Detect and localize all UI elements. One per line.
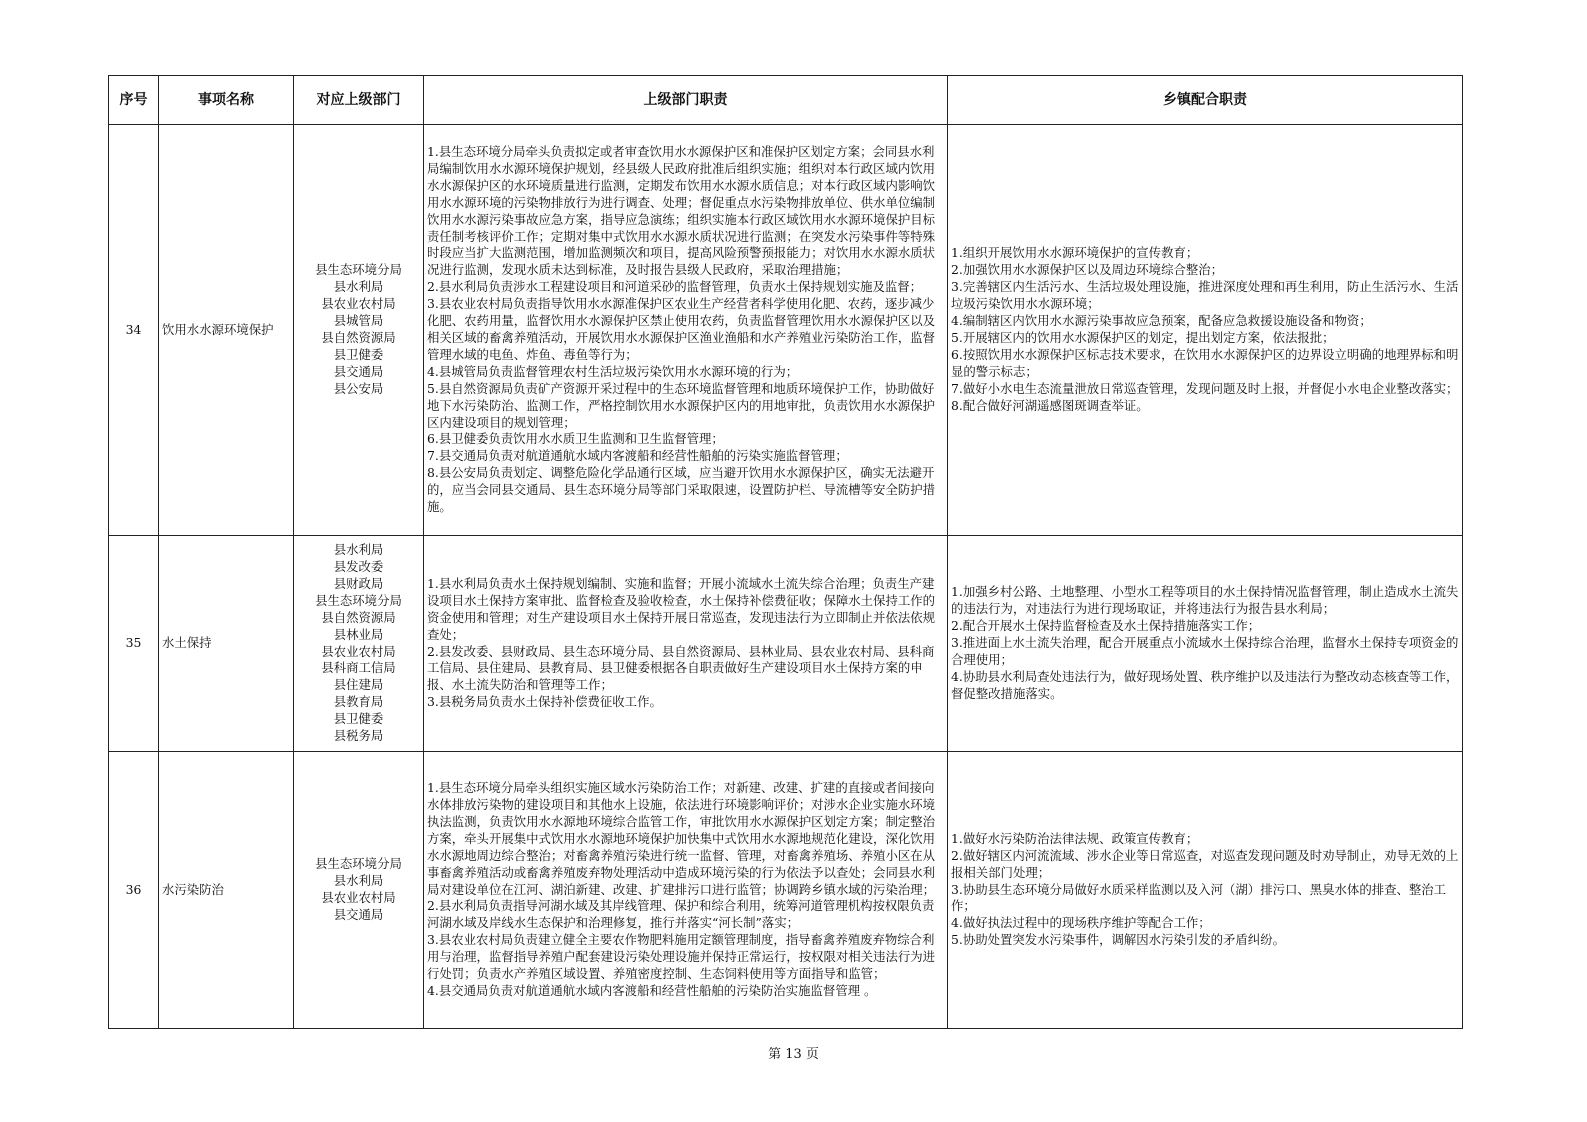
dept-item: 县城管局: [333, 313, 384, 329]
dept-item: 县农业农村局: [321, 643, 396, 659]
town-item: 8.配合做好河湖遥感图斑调查举证。: [951, 397, 1149, 413]
dept-item: 县发改委: [333, 558, 384, 574]
dept-item: 县科商工信局: [321, 660, 396, 676]
dept-item: 县教育局: [333, 694, 384, 710]
dept-item: 县生态环境分局: [315, 856, 402, 872]
town-item: 6.按照饮用水水源保护区标志技术要求，在饮用水水源保护区的边界设立明确的地理界标和明显的警示标志；: [951, 346, 1459, 379]
table-header-row: [109, 76, 1463, 125]
item-name: 水土保持: [159, 536, 294, 752]
duty-item: 8.县公安局负责划定、调整危险化学品通行区域，应当避开饮用水水源保护区，确实无法避开的，应当会同县交通局、县生态环境分局等部门采取限速，设置防护栏、导流槽等安全防护措施。: [427, 465, 936, 515]
dept-item: 县生态环境分局: [315, 262, 402, 278]
dept-item: 县农业农村局: [321, 296, 396, 312]
town-item: 3.完善辖区内生活污水、生活垃圾处理设施，推进深度处理和再生利用，防止生活污水、生活垃圾污染饮用水水源环境；: [951, 279, 1459, 312]
header-name: 事项名称: [159, 76, 294, 125]
dept-item: 县交通局: [333, 363, 384, 379]
town-duty-cell: [948, 125, 1463, 536]
dept-item: 县生态环境分局: [315, 592, 402, 608]
duty-item: 1.县生态环境分局牵头组织实施区域水污染防治工作；对新建、改建、扩建的直接或者间接向水体排放污染物的建设项目和其他水上设施，依法进行环境影响评价；对涉水企业实施水环境执法监测，负责饮用水水源地环境综合监管工作，审批饮用水水源保护区划定方案；制定整治方案，牵头开展集中式饮用水水源地环境保护加快集中式饮用水水源地规范化建设，深化饮用水水源地周边综合整治；对畜禽养殖污染进行统一监督、管理，对畜禽养殖场、养殖小区在从事畜禽养殖活动或畜禽养殖废弃物处理活动中造成环境污染的行为依法予以查处；会同县水利局对建设单位在江河、湖泊新建、改建、扩建排污口进行监管；协调跨乡镇水域的污染治理；: [427, 780, 936, 897]
dept-item: 县自然资源局: [321, 609, 396, 625]
dept-item: 县公安局: [333, 380, 384, 396]
row-number: 35: [109, 536, 159, 752]
duty-item: 1.县水利局负责水土保持规划编制、实施和监督；开展小流域水土流失综合治理；负责生产建设项目水土保持方案审批、监督检查及验收检查，水土保持补偿费征收；保障水土保持工作的资金使用和管理；对生产建设项目水土保持开展日常巡查，发现违法行为立即制止并依法依规查处；: [427, 575, 936, 642]
duty-item: 7.县交通局负责对航道通航水域内客渡船和经营性船舶的污染实施监督管理；: [427, 448, 848, 464]
town-item: 4.编制辖区内饮用水水源污染事故应急预案，配备应急救援设施设备和物资；: [951, 313, 1372, 329]
header-town: 乡镇配合职责: [948, 76, 1463, 125]
duty-table: [108, 75, 1463, 1029]
town-item: 5.开展辖区内的饮用水水源保护区的划定，提出划定方案，依法报批；: [951, 330, 1335, 345]
upper-duty-cell: [424, 752, 948, 1029]
town-item: 2.加强饮用水水源保护区以及周边环境综合整治；: [951, 262, 1224, 278]
dept-item: 县卫健委: [333, 711, 384, 727]
town-item: 4.协助县水利局查处违法行为，做好现场处置、秩序维护以及违法行为整改动态核查等工作，督促整改措施落实。: [951, 668, 1459, 701]
town-item: 3.推进面上水土流失治理，配合开展重点小流域水土保持综合治理，监督水土保持专项资金的合理使用；: [951, 635, 1459, 667]
table-row: [109, 125, 1463, 536]
town-item: 1.组织开展饮用水水源环境保护的宣传教育；: [951, 245, 1199, 261]
table-row: [109, 536, 1463, 752]
dept-list: [294, 125, 424, 536]
page-number: 第 13 页: [768, 1047, 819, 1062]
town-duty-cell: [948, 536, 1463, 752]
town-item: 7.做好小水电生态流量泄放日常巡查管理，发现问题及时上报，并督促小水电企业整改落实；: [951, 380, 1459, 396]
dept-item: 县交通局: [333, 906, 384, 922]
dept-list: [294, 536, 424, 752]
header-duty: 上级部门职责: [424, 76, 948, 125]
duty-item: 3.县税务局负责水土保持补偿费征收工作。: [427, 694, 662, 710]
dept-item: 县自然资源局: [321, 330, 396, 345]
duty-item: 1.县生态环境分局牵头负责拟定或者审查饮用水水源保护区和准保护区划定方案；会同县水利局编制饮用水水源环境保护规划，经县级人民政府批准后组织实施；组织对本行政区域内饮用水水源保护区的水环境质量进行监测，定期发布饮用水水源水质信息；对本行政区域内影响饮用水水源环境的污染物排放行为进行调查、处理；督促重点水污染物排放单位、供水单位编制饮用水水源污染事故应急方案，指导应急演练；组织实施本行政区域饮用水水源环境保护目标责任制考核评价工作；定期对集中式饮用水水源水质状况进行监测；在突发水污染事件等特殊时段应当扩大监测范围，增加监测频次和项目，提高风险预警预报能力；对饮用水水源水质状况进行监测，发现水质未达到标准，及时报告县级人民政府，采取治理措施；: [427, 144, 936, 278]
town-item: 1.做好水污染防治法律法规、政策宣传教育；: [951, 830, 1199, 846]
duty-item: 5.县自然资源局负责矿产资源开采过程中的生态环境监督管理和地质环境保护工作，协助做好地下水污染防治、监测工作，严格控制饮用水水源保护区内的用地审批，负责饮用水水源保护区内建设项目的规划管理；: [427, 380, 936, 430]
upper-duty-cell: [424, 536, 948, 752]
dept-item: 县税务局: [333, 728, 384, 744]
dept-item: 县住建局: [333, 677, 384, 693]
dept-item: 县财政局: [333, 575, 384, 591]
row-number: 34: [109, 125, 159, 536]
dept-item: 县农业农村局: [321, 890, 396, 905]
header-num: 序号: [109, 76, 159, 125]
town-item: 1.加强乡村公路、土地整理、小型水工程等项目的水土保持情况监督管理，制止造成水土流失的违法行为，对违法行为进行现场取证，并将违法行为报告县水利局；: [951, 584, 1459, 617]
dept-list: [294, 752, 424, 1029]
duty-item: 2.县发改委、县财政局、县生态环境分局、县自然资源局、县林业局、县农业农村局、县科商工信局、县住建局、县教育局、县卫健委根据各自职责做好生产建设项目水土保持方案的申报、水土流失防治和管理等工作；: [427, 643, 935, 693]
duty-item: 6.县卫健委负责饮用水水质卫生监测和卫生监督管理；: [427, 431, 724, 447]
town-item: 2.做好辖区内河流流域、涉水企业等日常巡查，对巡查发现问题及时劝导制止，劝导无效的上报相关部门处理；: [951, 847, 1459, 880]
item-name: 饮用水水源环境保护: [159, 125, 294, 536]
row-number: 36: [109, 752, 159, 1029]
duty-item: 2.县水利局负责指导河湖水域及其岸线管理、保护和综合利用，统筹河道管理机构按权限负责河湖水域及岸线水生态保护和治理修复，推行并落实“河长制”落实；: [427, 898, 935, 931]
upper-duty-cell: [424, 125, 948, 536]
dept-item: 县水利局: [333, 542, 384, 558]
duty-item: 4.县交通局负责对航道通航水域内客渡船和经营性船舶的污染防治实施监督管理 。: [427, 982, 877, 998]
town-item: 2.配合开展水土保持监督检查及水土保持措施落实工作；: [951, 618, 1261, 634]
duty-item: 4.县城管局负责监督管理农村生活垃圾污染饮用水水源环境的行为；: [427, 363, 799, 379]
dept-item: 县水利局: [333, 279, 384, 295]
town-duty-cell: [948, 752, 1463, 1029]
header-dept: 对应上级部门: [294, 76, 424, 125]
duty-item: 2.县水利局负责涉水工程建设项目和河道采砂的监督管理，负责水土保持规划实施及监督；: [427, 279, 923, 295]
dept-item: 县卫健委: [333, 346, 384, 362]
town-item: 4.做好执法过程中的现场秩序维护等配合工作；: [951, 915, 1211, 931]
dept-item: 县水利局: [333, 873, 384, 889]
dept-item: 县林业局: [333, 626, 384, 642]
duty-item: 3.县农业农村局负责建立健全主要农作物肥料施用定额管理制度，指导畜禽养殖废弃物综合利用与治理，监督指导养殖户配套建设污染处理设施并保持正常运行，按权限对相关违法行为进行处罚；负责水产养殖区域设置、养殖密度控制、生态饲料使用等方面指导和监管；: [427, 932, 936, 982]
item-name: 水污染防治: [159, 752, 294, 1029]
town-item: 3.协助县生态环境分局做好水质采样监测以及入河（湖）排污口、黑臭水体的排查、整治工作；: [951, 881, 1447, 914]
town-item: 5.协助处置突发水污染事件，调解因水污染引发的矛盾纠纷。: [951, 932, 1285, 948]
duty-item: 3.县农业农村局负责指导饮用水水源准保护区农业生产经营者科学使用化肥、农药，逐步减少化肥、农药用量，监督饮用水水源保护区禁止使用农药，负责监督管理饮用水水源保护区以及相关区域的畜禽养殖活动，开展饮用水水源保护区渔业渔船和水产养殖业污染防治工作，监督管理水域的电鱼、炸鱼、毒鱼等行为；: [427, 296, 936, 362]
table-row: [109, 752, 1463, 1029]
